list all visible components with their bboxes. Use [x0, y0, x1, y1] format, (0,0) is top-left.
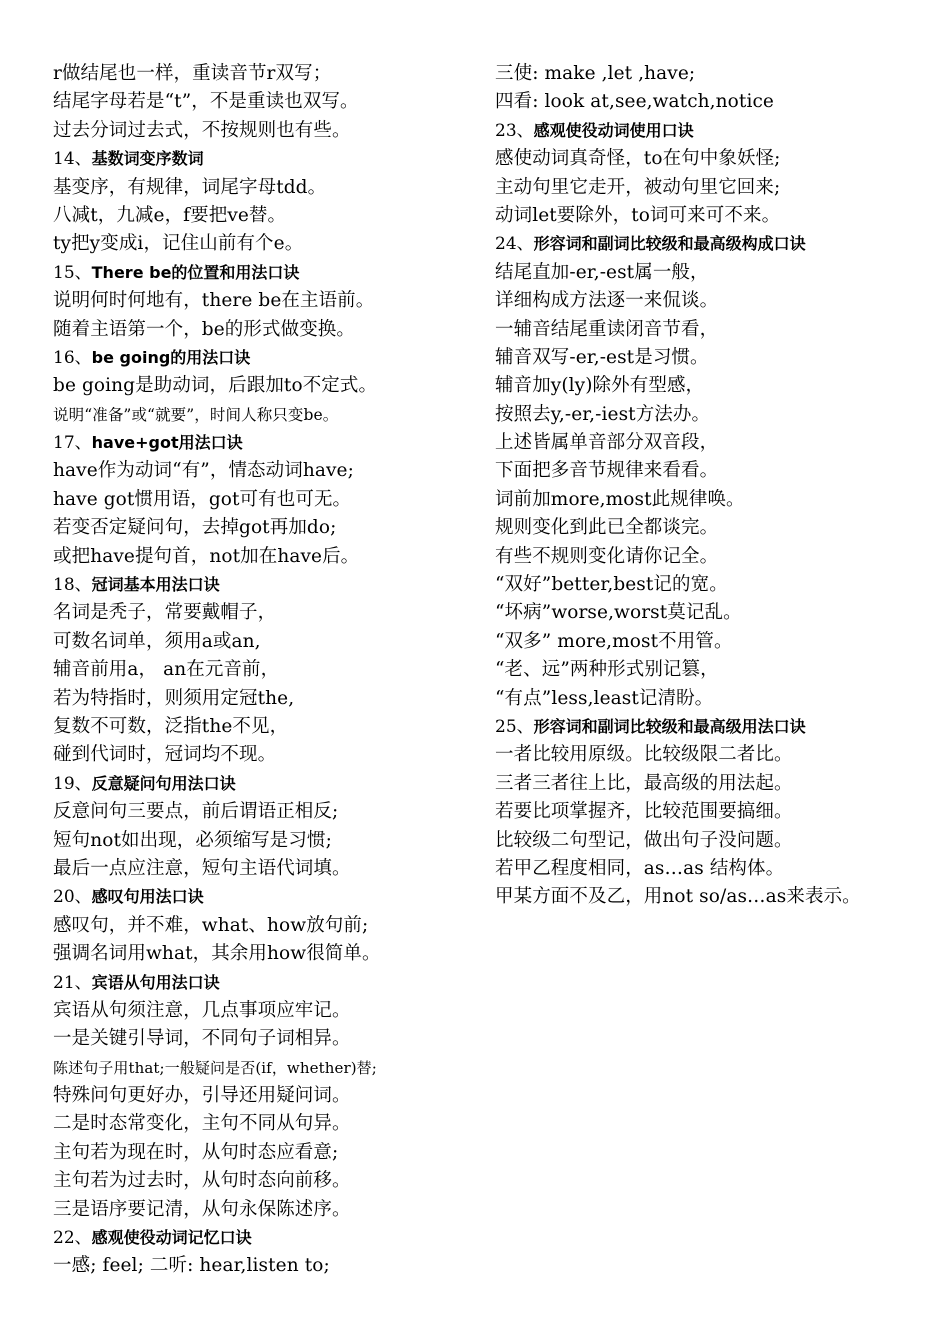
section-number: 17、: [53, 433, 92, 454]
text-line: 八减t，九减e，f要把ve替。: [53, 204, 287, 226]
text-line: 三使: make ,let ,have;: [495, 63, 696, 84]
text-line: 感叹句，并不难，what、how放句前;: [53, 914, 369, 936]
text-line: 三者三者往上比，最高级的用法起。: [495, 772, 793, 794]
section-title: 感叹句用法口诀: [91, 887, 204, 907]
text-line: 有些不规则变化请你记全。: [495, 545, 719, 567]
text-line: 可数名词单，须用a或an,: [53, 630, 261, 652]
text-line: 结尾字母若是“t”，不是重读也双写。: [53, 91, 359, 113]
section-number: 22、: [53, 1228, 92, 1249]
text-line: 一辅音结尾重读闭音节看，: [495, 318, 719, 340]
section-title: be going的用法口诀: [91, 347, 251, 367]
section-heading: [53, 770, 473, 798]
left-column: [53, 60, 473, 1281]
text-line: 甲某方面不及乙，用not so/as…as来表示。: [495, 886, 861, 908]
text-line: 说明何时何地有，there be在主语前。: [53, 290, 375, 312]
section-heading: [495, 230, 940, 258]
section-title: 感观使役动词使用口诀: [533, 120, 694, 140]
text-line: 陈述句子用that;一般疑问是否(if，whether)替;: [53, 1058, 377, 1077]
text-line: 辅音前用a， an在元音前，: [53, 659, 280, 681]
text-line: 结尾直加-er,-est属一般，: [495, 261, 709, 283]
text-line: 下面把多音节规律来看看。: [495, 460, 719, 482]
section-heading: [53, 429, 473, 457]
text-line: 一感; feel; 二听: hear,listen to;: [53, 1255, 330, 1277]
section-number: 19、: [53, 773, 92, 794]
section-heading: [53, 883, 473, 911]
text-line: 四看: look at,see,watch,notice: [495, 91, 774, 113]
section-number: 16、: [53, 347, 92, 368]
text-line: be going是助动词，后跟加to不定式。: [53, 375, 378, 397]
section-heading: [53, 1224, 473, 1252]
section-number: 15、: [53, 262, 92, 283]
text-line: 上述皆属单音部分双音段，: [495, 432, 719, 454]
text-line: 特殊问句更好办，引导还用疑问词。: [53, 1085, 351, 1107]
text-line: 若要比项掌握齐，比较范围要搞细。: [495, 801, 793, 823]
text-line: 按照去y,-er,-iest方法办。: [495, 403, 711, 425]
section-number: 21、: [53, 972, 92, 993]
text-line: 复数不可数，泛指the不见，: [53, 715, 289, 737]
text-line: 或把have提句首，not加在have后。: [53, 545, 360, 567]
text-line: 若变否定疑问句，去掉got再加do;: [53, 517, 337, 539]
text-line: 随着主语第一个，be的形式做变换。: [53, 318, 355, 340]
text-line: 反意问句三要点，前后谓语正相反;: [53, 801, 339, 823]
section-number: 20、: [53, 887, 92, 908]
text-line: 碰到代词时，冠词均不现。: [53, 744, 277, 766]
text-line: “双好”better,best记的宽。: [495, 574, 728, 596]
text-line: 主句若为现在时，从句时态应看意;: [53, 1141, 339, 1163]
text-line: 基变序，有规律，词尾字母tdd。: [53, 176, 327, 198]
text-line: 详细构成方法逐一来侃谈。: [495, 290, 719, 312]
text-line: 辅音加y(ly)除外有型感，: [495, 375, 705, 397]
section-heading: [53, 145, 473, 173]
section-heading: [53, 259, 473, 287]
text-line: 主动句里它走开，被动句里它回来;: [495, 176, 781, 198]
section-title: 反意疑问句用法口诀: [91, 773, 236, 793]
text-line: r做结尾也一样，重读音节r双写；: [53, 63, 332, 84]
section-number: 24、: [495, 234, 534, 255]
section-heading: [495, 713, 940, 741]
text-line: 最后一点应注意，短句主语代词填。: [53, 857, 351, 879]
text-line: 宾语从句须注意，几点事项应牢记。: [53, 999, 351, 1021]
section-heading: [495, 117, 940, 145]
text-line: 名词是秃子，常要戴帽子，: [53, 602, 277, 624]
text-line: 比较级二句型记，做出句子没问题。: [495, 829, 793, 851]
text-line: 二是时态常变化，主句不同从句异。: [53, 1113, 351, 1135]
text-line: 过去分词过去式，不按规则也有些。: [53, 119, 351, 141]
section-number: 25、: [495, 716, 534, 737]
text-line: have作为动词“有”，情态动词have;: [53, 460, 354, 482]
text-line: 一是关键引导词，不同句子词相异。: [53, 1028, 351, 1050]
section-title: 感观使役动词记忆口诀: [91, 1228, 252, 1248]
section-title: 冠词基本用法口诀: [91, 575, 220, 595]
text-line: “老、远”两种形式别记篡，: [495, 659, 719, 681]
text-line: 感使动词真奇怪，to在句中象妖怪;: [495, 148, 781, 170]
text-line: 三是语序要记清，从句永保陈述序。: [53, 1198, 351, 1220]
text-line: 辅音双写-er,-est是习惯。: [495, 346, 709, 368]
section-heading: [53, 571, 473, 599]
section-title: There be的位置和用法口诀: [91, 262, 300, 282]
text-line: “坏病”worse,worst莫记乱。: [495, 602, 742, 624]
text-line: 若为特指时，则须用定冠the,: [53, 687, 295, 709]
text-line: 短句not如出现，必须缩写是习惯;: [53, 829, 332, 851]
text-line: have got惯用语，got可有也可无。: [53, 488, 352, 510]
text-line: “有点”less,least记清盼。: [495, 687, 714, 709]
right-column: [495, 60, 940, 912]
text-line: “双多” more,most不用管。: [495, 630, 733, 652]
text-line: 主句若为过去时，从句时态向前移。: [53, 1170, 351, 1192]
section-number: 18、: [53, 575, 92, 596]
section-title: 基数词变序数词: [91, 149, 204, 169]
text-line: 一者比较用原级。比较级限二者比。: [495, 744, 793, 766]
section-title: 宾语从句用法口诀: [91, 972, 220, 992]
text-line: 若甲乙程度相同，as…as 结构体。: [495, 857, 785, 879]
text-line: 词前加more,most此规律唤。: [495, 488, 745, 510]
text-line: 规则变化到此已全都谈完。: [495, 517, 719, 539]
section-title: 形容词和副词比较级和最高级构成口诀: [533, 234, 806, 254]
section-heading: [53, 344, 473, 372]
section-heading: [53, 969, 473, 997]
section-title: 形容词和副词比较级和最高级用法口诀: [533, 716, 806, 736]
section-number: 23、: [495, 120, 534, 141]
section-title: have+got用法口诀: [91, 433, 243, 453]
section-number: 14、: [53, 149, 92, 170]
text-line: 强调名词用what，其余用how很简单。: [53, 943, 381, 965]
text-line: 说明“准备”或“就要”，时间人称只变be。: [53, 405, 339, 424]
text-line: ty把y变成i，记住山前有个e。: [53, 233, 304, 255]
text-line: 动词let要除外，to词可来可不来。: [495, 204, 781, 226]
